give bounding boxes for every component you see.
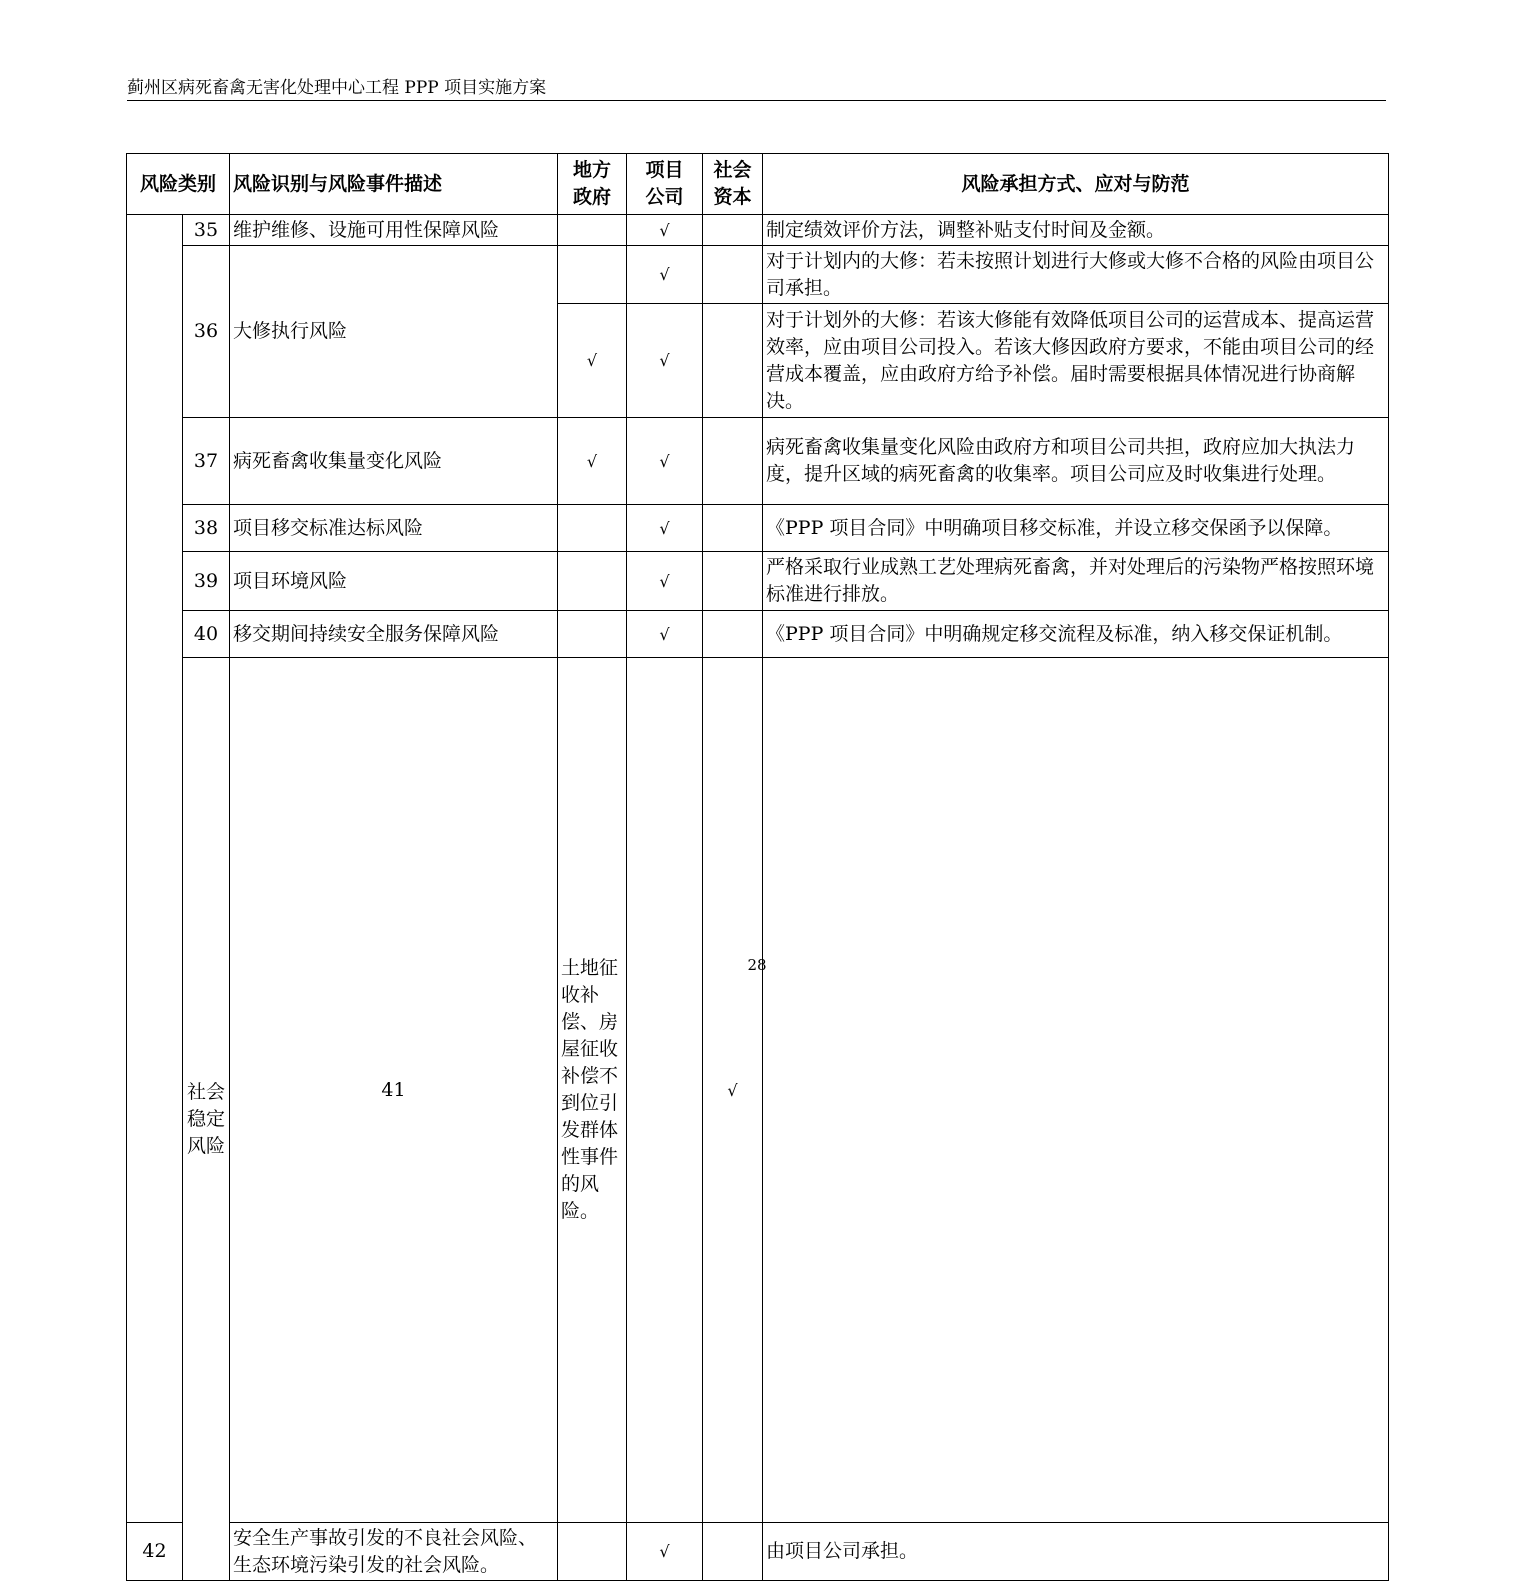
- row-number: 35: [183, 215, 230, 246]
- government-mark: √: [558, 304, 627, 418]
- table-row: [127, 215, 1389, 246]
- header-local-government-line2: 政府: [573, 186, 612, 208]
- page-number: 28: [747, 956, 767, 974]
- table-row: [127, 611, 1389, 658]
- company-mark: √: [627, 611, 703, 658]
- risk-measures: 制定绩效评价方法，调整补贴支付时间及金额。: [763, 215, 1389, 246]
- risk-description: 项目环境风险: [230, 552, 558, 611]
- header-social-capital-line2: 资本: [713, 186, 752, 208]
- risk-allocation-table: [126, 153, 1389, 1581]
- table-row: [127, 418, 1389, 505]
- capital-mark: [703, 418, 763, 505]
- capital-mark: [703, 611, 763, 658]
- header-social-capital-line1: 社会: [713, 159, 752, 181]
- table-header-row: [127, 154, 1389, 215]
- company-mark: √: [627, 505, 703, 552]
- government-mark: √: [558, 418, 627, 505]
- table-row: [127, 505, 1389, 552]
- capital-mark: [703, 246, 763, 304]
- table-row: [127, 1523, 1389, 1581]
- risk-measures: 病死畜禽收集量变化风险由政府方和项目公司共担，政府应加大执法力度，提升区域的病死畜禽的收集率。项目公司应及时收集进行处理。: [763, 418, 1389, 505]
- capital-mark: [703, 215, 763, 246]
- capital-mark: [703, 304, 763, 418]
- header-risk-category: 风险类别: [127, 154, 230, 215]
- header-social-capital: [703, 154, 763, 215]
- government-mark: [627, 658, 703, 1523]
- risk-description: 大修执行风险: [230, 246, 558, 418]
- header-project-company: [627, 154, 703, 215]
- capital-mark: [703, 552, 763, 611]
- company-mark: √: [627, 1523, 703, 1581]
- company-mark: √: [627, 552, 703, 611]
- header-local-government-line1: 地方: [573, 159, 612, 181]
- header-risk-measures: 风险承担方式、应对与防范: [763, 154, 1389, 215]
- risk-description: 土地征收补偿、房屋征收补偿不到位引发群体性事件的风险。: [558, 658, 627, 1523]
- risk-measures: 严格采取行业成熟工艺处理病死畜禽，并对处理后的污染物严格按照环境标准进行排放。: [763, 552, 1389, 611]
- row-number: 42: [127, 1523, 183, 1581]
- table-row: [127, 658, 1389, 1523]
- table-row: [127, 552, 1389, 611]
- risk-measures: 对于计划外的大修：若该大修能有效降低项目公司的运营成本、提高运营效率，应由项目公司投入。若该大修因政府方要求，不能由项目公司的经营成本覆盖，应由政府方给予补偿。届时需要根据具体情况进行协商解决。: [763, 304, 1389, 418]
- risk-category-cell: [127, 215, 183, 1523]
- company-mark: √: [627, 215, 703, 246]
- row-number: 37: [183, 418, 230, 505]
- capital-mark: [703, 1523, 763, 1581]
- header-project-company-line2: 公司: [645, 186, 684, 208]
- document-title: 蓟州区病死畜禽无害化处理中心工程 PPP 项目实施方案: [127, 78, 547, 98]
- risk-description: 安全生产事故引发的不良社会风险、生态环境污染引发的社会风险。: [230, 1523, 558, 1581]
- company-mark: √: [627, 418, 703, 505]
- row-number: 40: [183, 611, 230, 658]
- risk-description: 项目移交标准达标风险: [230, 505, 558, 552]
- government-mark: [558, 1523, 627, 1581]
- table-row: [127, 246, 1389, 304]
- row-number: 38: [183, 505, 230, 552]
- risk-description: 移交期间持续安全服务保障风险: [230, 611, 558, 658]
- risk-description: 维护维修、设施可用性保障风险: [230, 215, 558, 246]
- row-number: 41: [230, 658, 558, 1523]
- government-mark: [558, 552, 627, 611]
- risk-measures: 《PPP 项目合同》中明确项目移交标准，并设立移交保函予以保障。: [763, 505, 1389, 552]
- company-mark: √: [627, 304, 703, 418]
- risk-measures: 由项目公司承担。: [763, 1523, 1389, 1581]
- capital-mark: [703, 505, 763, 552]
- government-mark: [558, 215, 627, 246]
- row-number: 36: [183, 246, 230, 418]
- risk-measures: 《PPP 项目合同》中明确规定移交流程及标准，纳入移交保证机制。: [763, 611, 1389, 658]
- header-risk-description: 风险识别与风险事件描述: [230, 154, 558, 215]
- company-mark: √: [627, 246, 703, 304]
- government-mark: [558, 505, 627, 552]
- risk-category-social-stability: 社会稳定风险: [183, 658, 230, 1581]
- risk-measures: 对于计划内的大修：若未按照计划进行大修或大修不合格的风险由项目公司承担。: [763, 246, 1389, 304]
- company-mark: √: [703, 658, 763, 1523]
- header-local-government: [558, 154, 627, 215]
- risk-description: 病死畜禽收集量变化风险: [230, 418, 558, 505]
- page-header: [127, 78, 1386, 101]
- government-mark: [558, 246, 627, 304]
- capital-mark: [763, 658, 1389, 1523]
- header-project-company-line1: 项目: [645, 159, 684, 181]
- row-number: 39: [183, 552, 230, 611]
- government-mark: [558, 611, 627, 658]
